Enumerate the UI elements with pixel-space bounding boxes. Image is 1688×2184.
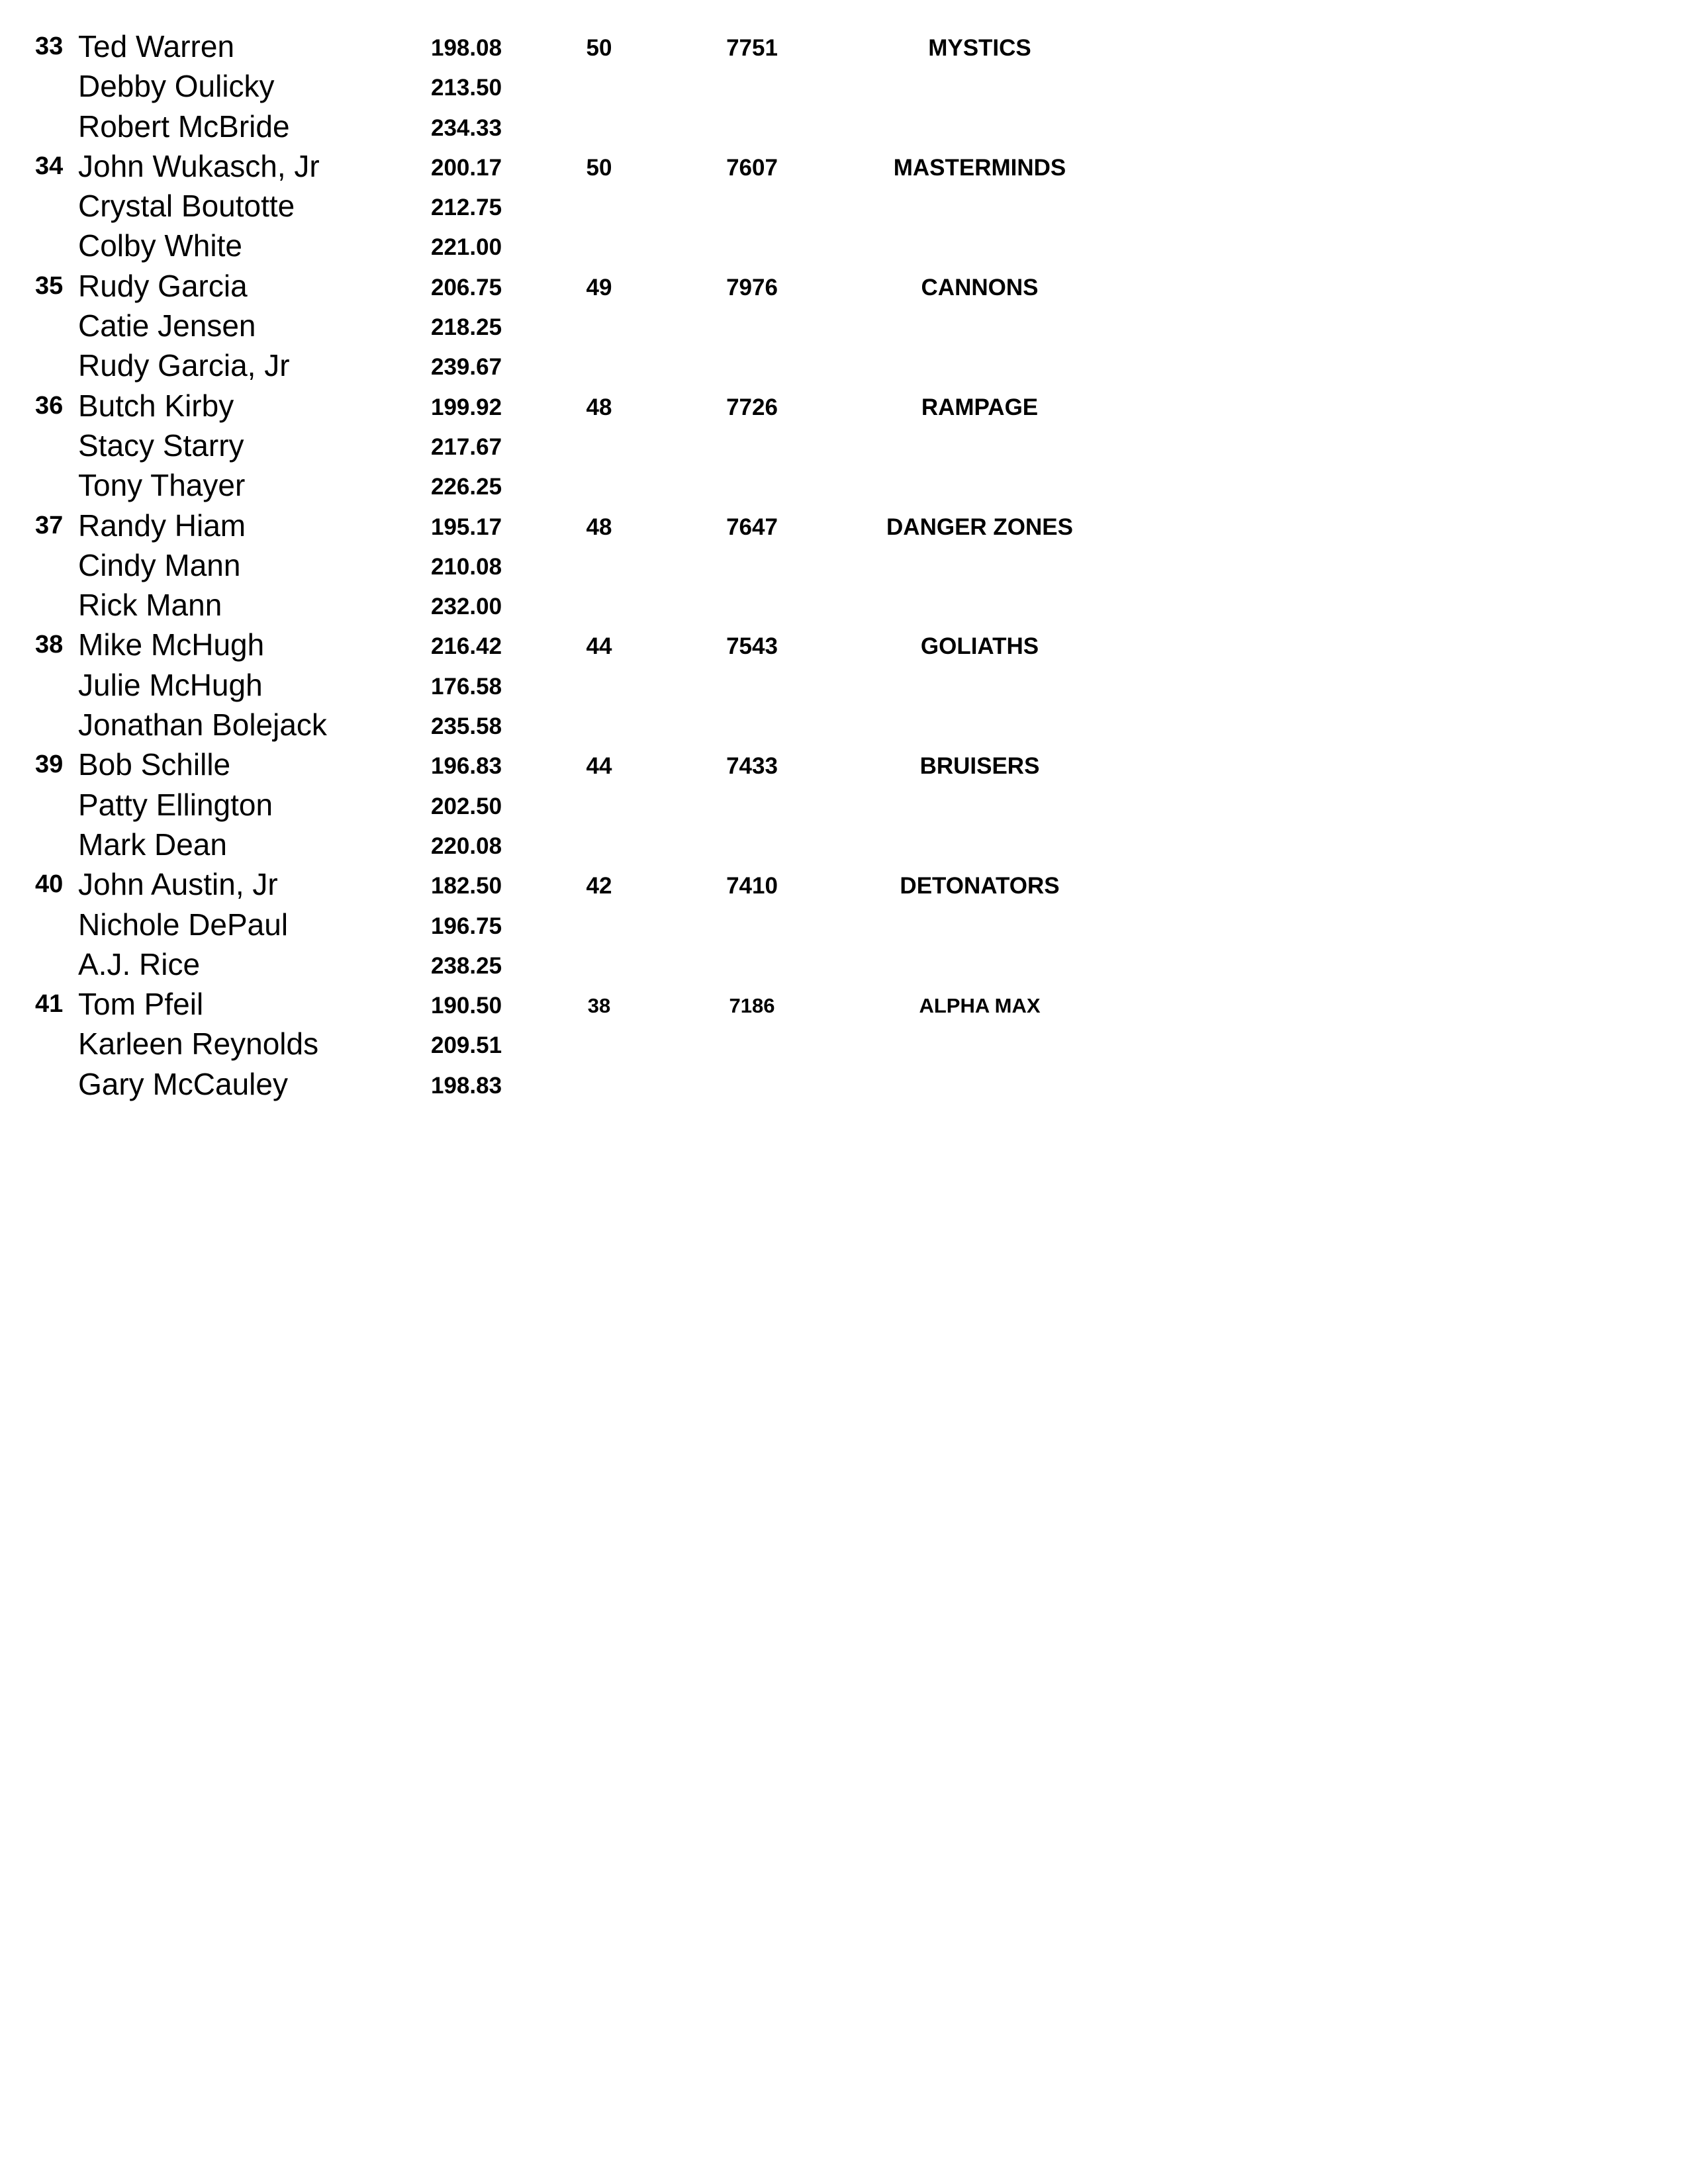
bowler-average: 176.58 <box>431 673 502 700</box>
team-name: DANGER ZONES <box>886 514 1073 540</box>
bowler-name: Tony Thayer <box>78 468 246 503</box>
bowler-average: 182.50 <box>431 873 502 899</box>
team-name: MYSTICS <box>928 35 1031 61</box>
bowler-name: Butch Kirby <box>78 388 234 423</box>
bowler-row <box>0 107 1688 146</box>
team-pins: 7186 <box>729 994 775 1018</box>
team-name: ALPHA MAX <box>919 994 1041 1018</box>
bowler-average: 198.83 <box>431 1072 502 1099</box>
team-rank: 37 <box>35 511 64 539</box>
bowler-row <box>0 545 1688 585</box>
bowler-name: Jonathan Bolejack <box>78 707 327 743</box>
bowler-name: Robert McBride <box>78 109 290 144</box>
team-points: 50 <box>586 35 612 61</box>
bowler-name: Stacy Starry <box>78 428 244 463</box>
team-rank: 38 <box>35 631 64 659</box>
team-pins: 7647 <box>726 514 778 540</box>
bowler-average: 234.33 <box>431 114 502 141</box>
bowler-average: 221.00 <box>431 234 502 261</box>
bowler-name: Mike McHugh <box>78 627 265 662</box>
bowler-name: Rudy Garcia, Jr <box>78 348 290 383</box>
bowler-row <box>0 186 1688 226</box>
bowler-name: Debby Oulicky <box>78 69 275 104</box>
bowler-row <box>0 825 1688 864</box>
bowler-row <box>0 785 1688 825</box>
bowler-row <box>0 66 1688 106</box>
team-points: 44 <box>586 633 612 660</box>
team-row <box>0 26 1688 66</box>
bowler-average: 202.50 <box>431 793 502 819</box>
team-points: 50 <box>586 154 612 181</box>
bowler-average: 198.08 <box>431 35 502 61</box>
bowler-name: Catie Jensen <box>78 308 256 343</box>
bowler-name: Colby White <box>78 228 242 263</box>
team-points: 48 <box>586 394 612 420</box>
team-row <box>0 506 1688 545</box>
bowler-average: 238.25 <box>431 952 502 979</box>
bowler-average: 199.92 <box>431 394 502 420</box>
team-pins: 7976 <box>726 274 778 300</box>
bowler-name: Gary McCauley <box>78 1066 288 1101</box>
team-rank: 33 <box>35 32 64 60</box>
bowler-average: 195.17 <box>431 514 502 540</box>
bowler-row <box>0 426 1688 465</box>
team-rank: 34 <box>35 152 64 180</box>
bowler-average: 226.25 <box>431 474 502 500</box>
team-row <box>0 864 1688 904</box>
team-row <box>0 146 1688 186</box>
team-row <box>0 745 1688 784</box>
team-points: 42 <box>586 873 612 899</box>
bowler-average: 200.17 <box>431 154 502 181</box>
bowler-average: 190.50 <box>431 993 502 1019</box>
team-rank: 40 <box>35 870 64 899</box>
team-pins: 7543 <box>726 633 778 660</box>
bowler-average: 220.08 <box>431 833 502 859</box>
bowler-name: Patty Ellington <box>78 787 273 822</box>
team-name: RAMPAGE <box>921 394 1039 420</box>
bowler-name: Bob Schille <box>78 747 231 782</box>
bowler-average: 235.58 <box>431 713 502 740</box>
bowler-row <box>0 1024 1688 1064</box>
bowler-name: Nichole DePaul <box>78 907 289 942</box>
bowler-row <box>0 905 1688 944</box>
team-name: MASTERMINDS <box>893 154 1066 181</box>
team-rank: 36 <box>35 391 64 420</box>
bowler-average: 210.08 <box>431 553 502 580</box>
bowler-average: 217.67 <box>431 433 502 460</box>
bowler-name: Mark Dean <box>78 827 227 862</box>
bowler-name: Randy Hiam <box>78 508 246 543</box>
team-points: 49 <box>586 274 612 300</box>
team-pins: 7607 <box>726 154 778 181</box>
team-name: DETONATORS <box>900 873 1060 899</box>
team-rank: 39 <box>35 751 64 779</box>
bowler-average: 196.83 <box>431 753 502 780</box>
team-row <box>0 625 1688 664</box>
bowler-row <box>0 306 1688 345</box>
bowler-average: 212.75 <box>431 195 502 221</box>
bowler-name: Rick Mann <box>78 588 222 623</box>
bowler-row <box>0 585 1688 625</box>
team-pins: 7751 <box>726 35 778 61</box>
bowler-average: 216.42 <box>431 633 502 660</box>
bowler-row <box>0 665 1688 705</box>
bowler-average: 209.51 <box>431 1032 502 1059</box>
team-pins: 7726 <box>726 394 778 420</box>
bowler-name: Julie McHugh <box>78 667 263 702</box>
bowler-name: John Wukasch, Jr <box>78 148 320 183</box>
bowler-name: Ted Warren <box>78 29 235 64</box>
bowler-row <box>0 1064 1688 1104</box>
team-name: CANNONS <box>921 274 1039 300</box>
bowler-name: Crystal Boutotte <box>78 189 295 224</box>
bowler-name: John Austin, Jr <box>78 867 278 902</box>
bowler-average: 196.75 <box>431 913 502 939</box>
bowler-average: 239.67 <box>431 354 502 381</box>
team-name: BRUISERS <box>919 753 1040 780</box>
bowler-average: 232.00 <box>431 594 502 620</box>
team-points: 44 <box>586 753 612 780</box>
bowler-row <box>0 944 1688 984</box>
bowler-average: 218.25 <box>431 314 502 341</box>
bowler-name: Rudy Garcia <box>78 268 248 303</box>
team-row <box>0 266 1688 306</box>
team-row <box>0 984 1688 1024</box>
team-pins: 7433 <box>726 753 778 780</box>
team-pins: 7410 <box>726 873 778 899</box>
bowler-row <box>0 465 1688 505</box>
bowler-name: Tom Pfeil <box>78 987 204 1022</box>
team-rank: 35 <box>35 271 64 300</box>
bowler-row <box>0 226 1688 265</box>
bowler-row <box>0 705 1688 745</box>
team-points: 48 <box>586 514 612 540</box>
team-standings-list <box>0 26 1688 1104</box>
team-rank: 41 <box>35 990 64 1019</box>
bowler-name: A.J. Rice <box>78 946 201 981</box>
team-name: GOLIATHS <box>920 633 1039 660</box>
bowler-name: Karleen Reynolds <box>78 1026 319 1062</box>
bowler-row <box>0 345 1688 385</box>
team-points: 38 <box>587 994 611 1018</box>
bowler-average: 206.75 <box>431 274 502 300</box>
bowler-average: 213.50 <box>431 75 502 101</box>
bowler-name: Cindy Mann <box>78 547 241 582</box>
team-row <box>0 386 1688 426</box>
